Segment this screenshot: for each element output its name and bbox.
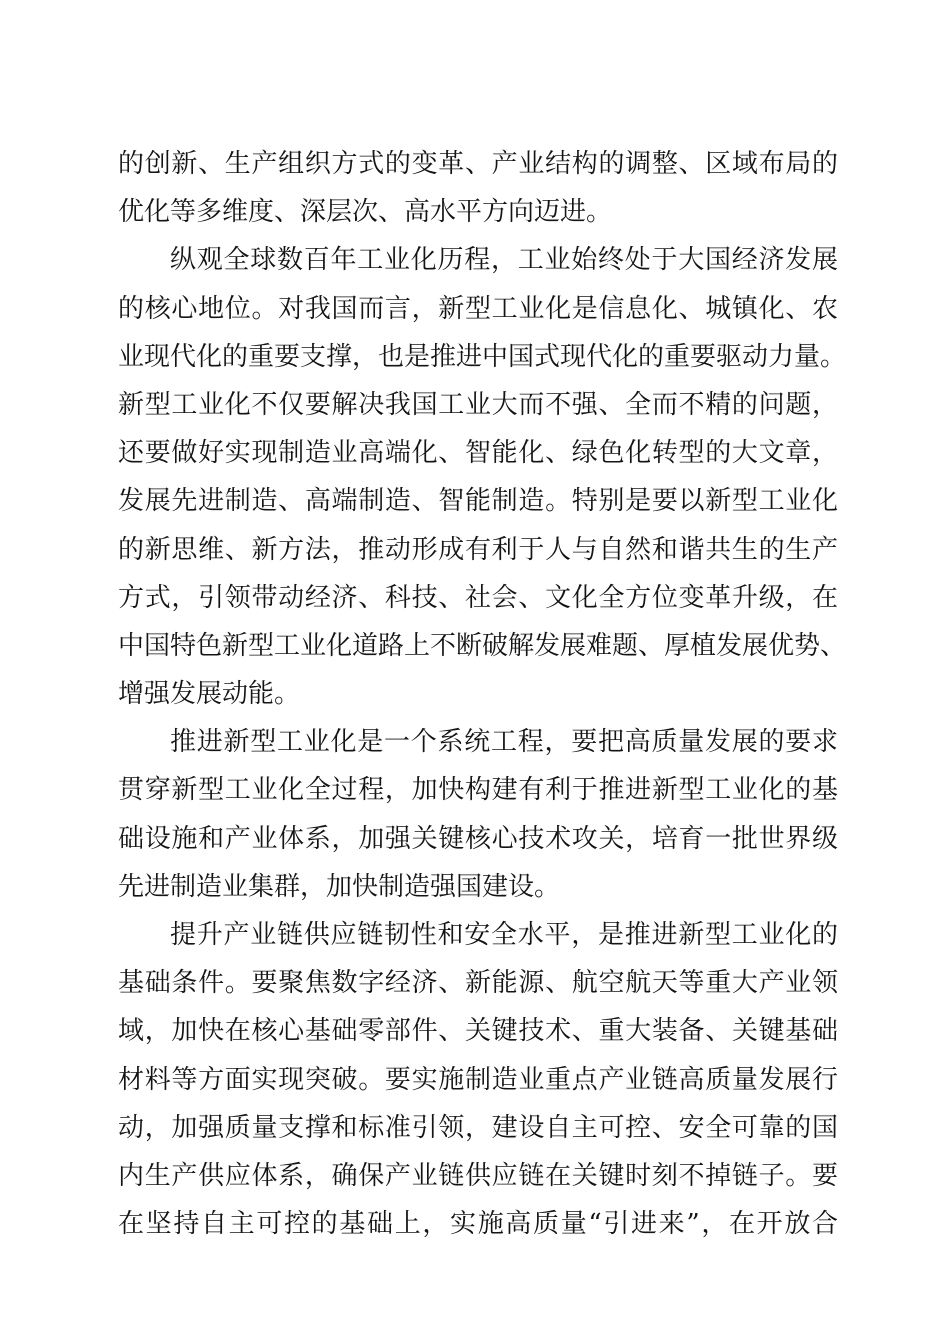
text-line: 优化等多维度、深层次、高水平方向迈进。 xyxy=(118,197,613,228)
paragraph-3 xyxy=(118,718,838,911)
text-line: 础设施和产业体系，加强关键核心技术攻关，培育一批世界级 xyxy=(118,823,838,854)
paragraph-4 xyxy=(118,911,838,1248)
text-line: 材料等方面实现突破。要实施制造业重点产业链高质量发展行 xyxy=(118,1064,838,1095)
text-line: 发展先进制造、高端制造、智能制造。特别是要以新型工业化 xyxy=(118,486,838,517)
text-line: 内生产供应体系，确保产业链供应链在关键时刻不掉链子。要 xyxy=(118,1160,838,1191)
text-line: 先进制造业集群，加快制造强国建设。 xyxy=(118,871,561,902)
text-line: 贯穿新型工业化全过程，加快构建有利于推进新型工业化的基 xyxy=(118,775,838,806)
text-line: 域，加快在核心基础零部件、关键技术、重大装备、关键基础 xyxy=(118,1016,838,1047)
text-line: 的创新、生产组织方式的变革、产业结构的调整、区域布局的 xyxy=(118,149,838,179)
text-line: 推进新型工业化是一个系统工程，要把高质量发展的要求 xyxy=(170,727,838,758)
text-line: 新型工业化不仅要解决我国工业大而不强、全而不精的问题， xyxy=(118,389,838,420)
text-line: 方式，引领带动经济、科技、社会、文化全方位变革升级，在 xyxy=(118,582,838,613)
text-line: 的新思维、新方法，推动形成有利于人与自然和谐共生的生产 xyxy=(118,534,838,565)
text-line: 中国特色新型工业化道路上不断破解发展难题、厚植发展优势、 xyxy=(118,630,847,661)
text-line: 动，加强质量支撑和标准引领，建设自主可控、安全可靠的国 xyxy=(118,1112,838,1143)
text-line: 在坚持自主可控的基础上，实施高质量“引进来”，在开放合 xyxy=(118,1209,838,1240)
text-line: 的核心地位。对我国而言，新型工业化是信息化、城镇化、农 xyxy=(118,293,838,324)
text-line: 基础条件。要聚焦数字经济、新能源、航空航天等重大产业领 xyxy=(118,968,838,999)
text-line: 提升产业链供应链韧性和安全水平，是推进新型工业化的 xyxy=(170,920,838,950)
paragraph-2 xyxy=(118,236,847,718)
text-line: 业现代化的重要支撑，也是推进中国式现代化的重要驱动力量。 xyxy=(118,341,847,372)
text-line: 增强发展动能。 xyxy=(118,679,301,710)
text-line: 纵观全球数百年工业化历程，工业始终处于大国经济发展 xyxy=(170,245,838,276)
body-text xyxy=(118,140,847,1248)
paragraph-1 xyxy=(118,140,838,236)
text-line: 还要做好实现制造业高端化、智能化、绿色化转型的大文章， xyxy=(118,438,838,469)
